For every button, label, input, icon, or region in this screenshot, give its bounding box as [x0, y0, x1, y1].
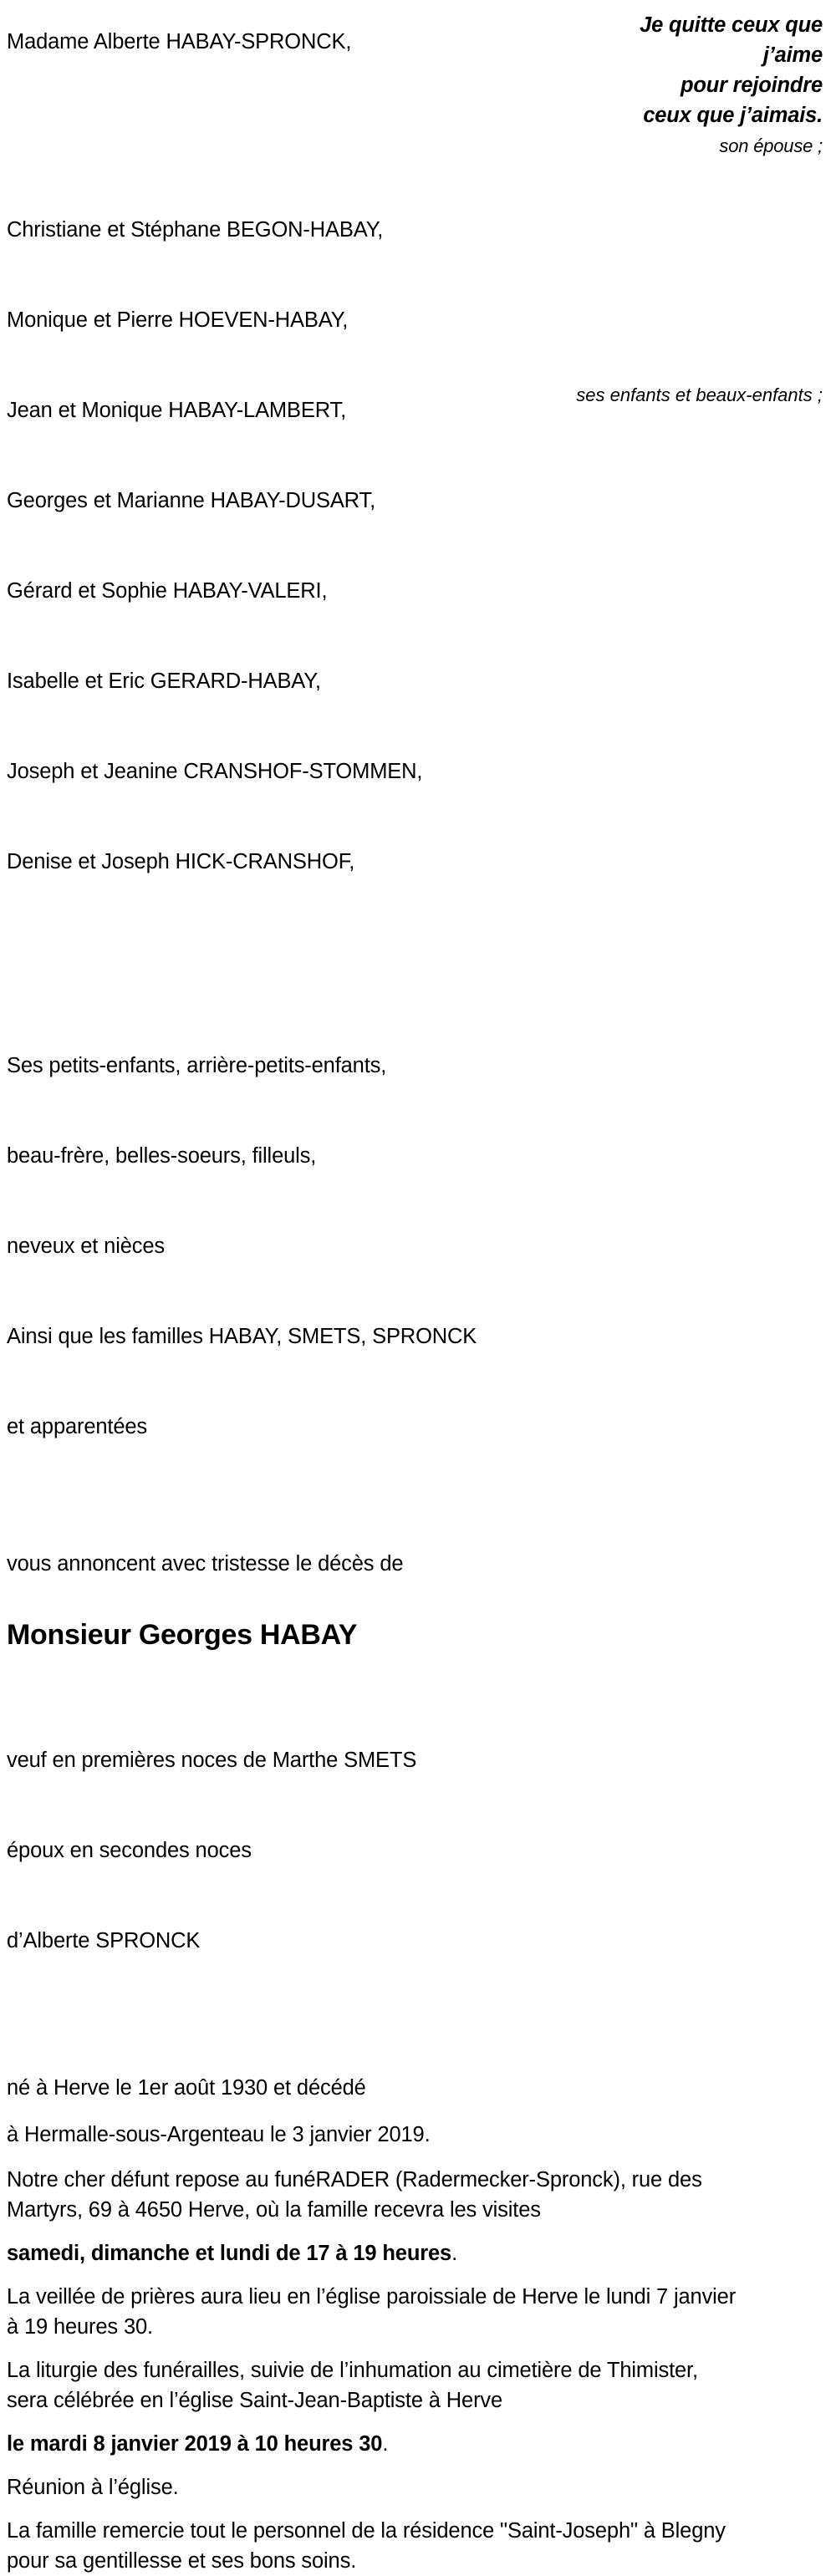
- ceremony-datetime-period: .: [382, 2432, 389, 2456]
- role-note-spouse: son épouse ;: [719, 135, 823, 156]
- birth-line: né à Herve le 1er août 1930 et décédé: [7, 2076, 366, 2100]
- liturgy-paragraph: La liturgie des funérailles, suivie de l’inhumation au cimetière de Thimister, sera célébrée en l’église Saint-Jean-Baptiste à Herve: [7, 2359, 698, 2412]
- list-item: Ainsi que les familles HABAY, SMETS, SPRONCK: [7, 1325, 477, 1348]
- list-item: Denise et Joseph HICK-CRANSHOF,: [7, 850, 355, 873]
- list-item: Monique et Pierre HOEVEN-HABAY,: [7, 308, 349, 332]
- gathering-paragraph: Réunion à l’église.: [7, 2476, 179, 2499]
- marital-line: époux en secondes noces: [7, 1839, 252, 1862]
- announcer-spouse-line: Madame Alberte HABAY-SPRONCK,: [7, 30, 352, 53]
- visiting-hours-period: .: [451, 2242, 458, 2265]
- ceremony-datetime-bold: le mardi 8 janvier 2019 à 10 heures 30: [7, 2432, 383, 2456]
- list-item: Christiane et Stéphane BEGON-HABAY,: [7, 218, 384, 242]
- epitaph-line-1: Je quitte ceux que: [640, 13, 823, 37]
- thanks-paragraph: La famille remercie tout le personnel de la résidence "Saint-Joseph" à Blegny pour sa gentillesse et ses bons soins.: [7, 2519, 726, 2573]
- announcer-children-list: [7, 155, 742, 937]
- vigil-paragraph: La veillée de prières aura lieu en l’église paroissiale de Herve le lundi 7 janvier à 19 heures 30.: [7, 2285, 737, 2339]
- list-item: Ses petits-enfants, arrière-petits-enfants,: [7, 1054, 387, 1077]
- marital-line: veuf en premières noces de Marthe SMETS: [7, 1749, 417, 1772]
- epitaph-line-2: j’aime: [762, 43, 823, 67]
- epitaph-line-4: ceux que j’aimais.: [643, 104, 823, 127]
- visiting-hours-paragraph: [7, 2238, 742, 2268]
- marital-line: d’Alberte SPRONCK: [7, 1929, 201, 1952]
- list-item: beau-frère, belles-soeurs, filleuls,: [7, 1144, 317, 1168]
- ceremony-datetime-paragraph: [7, 2429, 742, 2459]
- list-item: Jean et Monique HABAY-LAMBERT,: [7, 399, 347, 422]
- list-item: Gérard et Sophie HABAY-VALERI,: [7, 579, 328, 603]
- role-note-children-text: ses enfants et beaux-enfants ;: [576, 384, 823, 405]
- list-item: Joseph et Jeanine CRANSHOF-STOMMEN,: [7, 760, 423, 783]
- visiting-hours-bold: samedi, dimanche et lundi de 17 à 19 heures: [7, 2242, 452, 2265]
- repose-paragraph: Notre cher défunt repose au funéRADER (Radermecker-Spronck), rue des Martyrs, 69 à 4650 Herve, où la famille recevra les visites: [7, 2168, 702, 2222]
- marital-status-block: [7, 1685, 742, 2016]
- deceased-name: Monsieur Georges HABAY: [7, 1619, 358, 1651]
- announcement-body: [7, 0, 742, 2576]
- announce-phrase: vous annoncent avec tristesse le décès de: [7, 1552, 404, 1576]
- list-item: Isabelle et Eric GERARD-HABAY,: [7, 669, 321, 693]
- list-item: et apparentées: [7, 1415, 148, 1438]
- announcer-relatives-list: [7, 990, 742, 1502]
- epitaph-line-3: pour rejoindre: [680, 74, 823, 97]
- list-item: Georges et Marianne HABAY-DUSART,: [7, 489, 376, 512]
- list-item: neveux et nièces: [7, 1235, 165, 1258]
- death-line: à Hermalle-sous-Argenteau le 3 janvier 2019.: [7, 2123, 431, 2146]
